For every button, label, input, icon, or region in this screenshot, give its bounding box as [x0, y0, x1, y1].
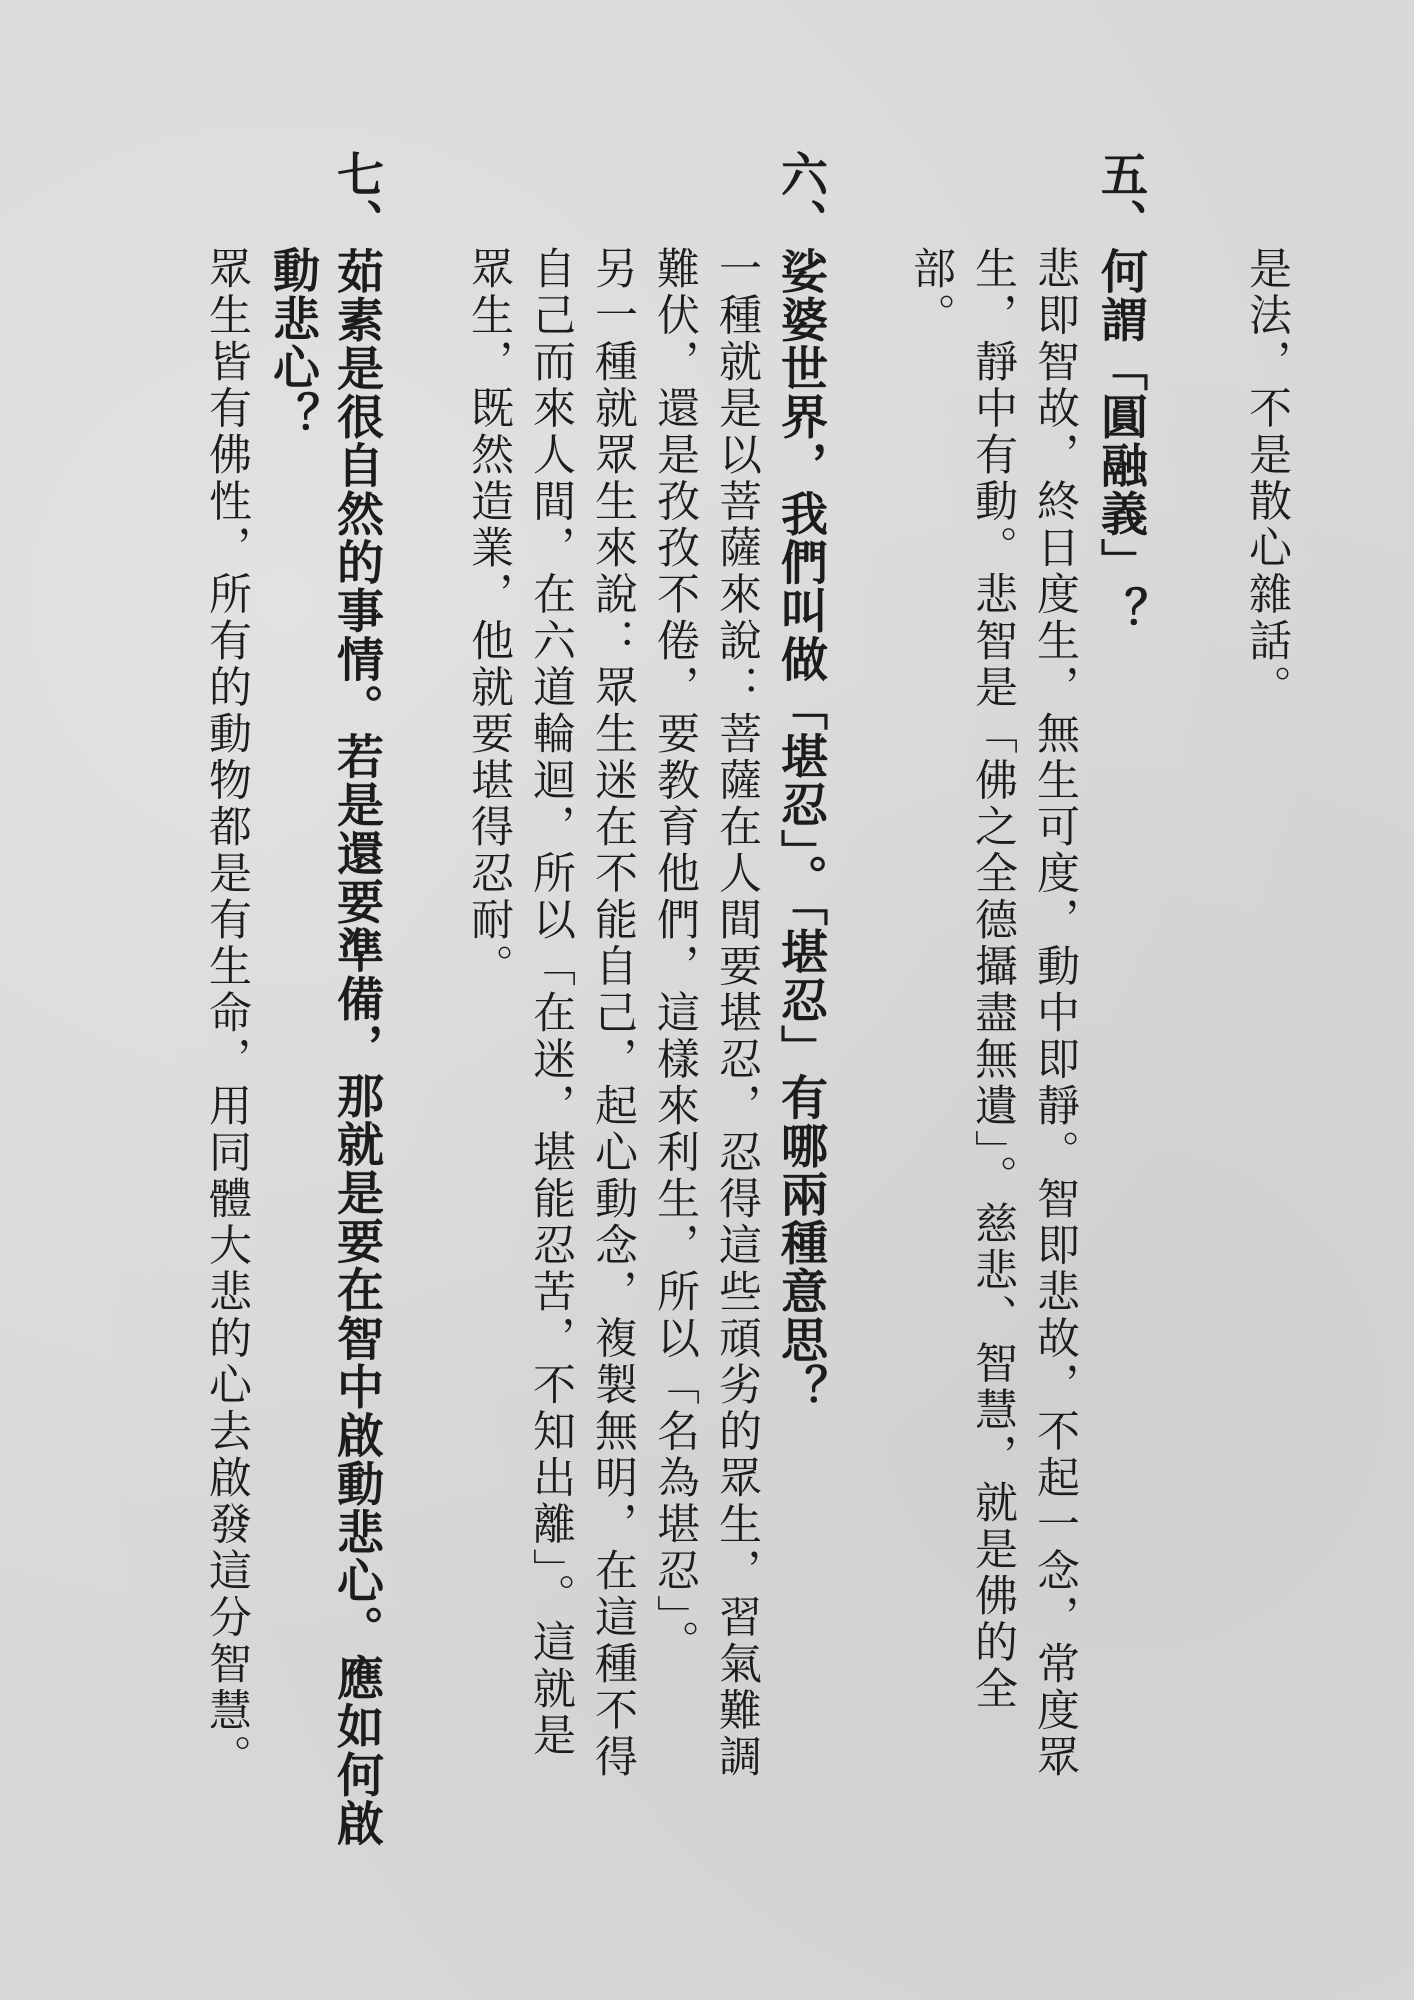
text-column: 眾生，既然造業，他就要堪得忍耐。: [464, 246, 514, 990]
text-column: 部。: [906, 246, 956, 339]
text-column: 難伏，還是孜孜不倦，要教育他們，這樣來利生，所以「名為堪忍」。: [650, 246, 700, 1666]
question-heading-5: 五、何謂「圓融義」？: [1093, 150, 1148, 635]
question-heading-6: 六、娑婆世界，我們叫做「堪忍」。「堪忍」有哪兩種意思？: [773, 150, 828, 1413]
text-column: 生，靜中有動。悲智是「佛之全德攝盡無遺」。慈悲、智慧，就是佛的全: [968, 246, 1018, 1713]
text-column: 眾生皆有佛性，所有的動物都是有生命，用同體大悲的心去啟發這分智慧。: [202, 246, 252, 1781]
question-heading-7-continued: 動悲心？: [265, 246, 320, 440]
text-column: 自己而來人間，在六道輪迴，所以「在迷，堪能忍苦，不知出離」。這就是: [526, 246, 576, 1759]
question-heading-7: 七、茹素是很自然的事情。若是還要準備，那就是要在智中啟動悲心。應如何啟: [329, 150, 384, 1848]
text-column: 一種就是以菩薩來說：菩薩在人間要堪忍，忍得這些頑劣的眾生，習氣難調: [712, 246, 762, 1781]
text-column: 另一種就眾生來說：眾生迷在不能自己，起心動念，複製無明，在這種不得: [588, 246, 638, 1781]
text-column: 悲即智故，終日度生，無生可度，動中即靜。智即悲故，不起一念，常度眾: [1030, 246, 1080, 1781]
text-column: 是法，不是散心雜話。: [1242, 246, 1292, 711]
